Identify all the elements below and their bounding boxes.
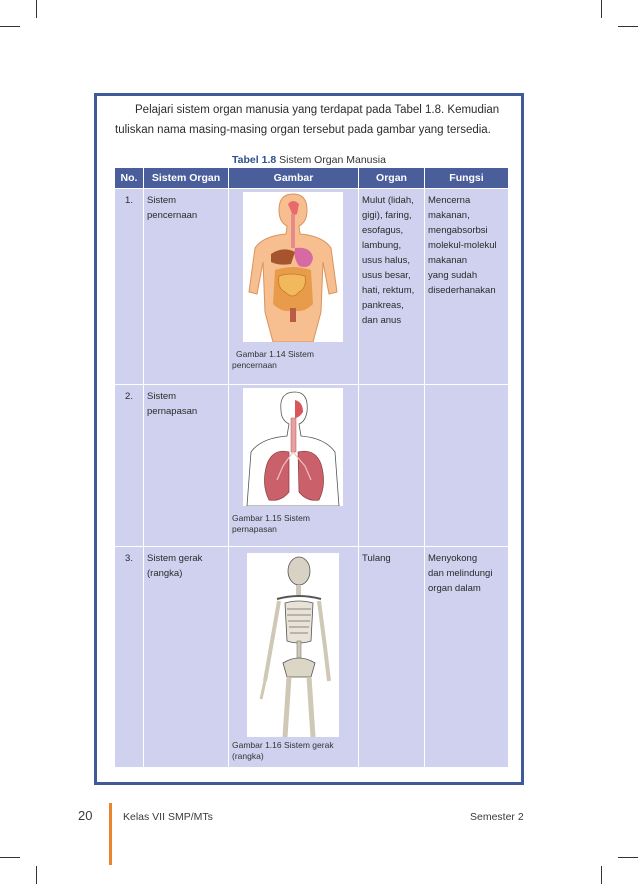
figure-caption-line: pernapasan [232,524,277,534]
system-line: Sistem [147,195,177,206]
table-caption [97,154,521,166]
function-line: dan melindungi [428,568,493,579]
instruction-text [115,100,510,140]
row-organ [359,385,425,547]
instruction-line-1: Pelajari sistem organ manusia yang terdapat pada Tabel 1.8. Kemudian [135,104,500,116]
figure-caption-line: Gambar 1.15 Sistem [232,513,310,523]
organ-line: dan anus [362,315,402,326]
crop-mark [36,866,37,884]
function-line: mengabsorbsi [428,225,488,236]
organ-line: Mulut (lidah, [362,195,414,206]
header-organ: Organ [359,168,425,189]
crop-mark [601,866,602,884]
header-no: No. [115,168,144,189]
figure-caption-line: Gambar 1.14 Sistem [236,349,314,359]
organ-line: gigi), faring, [362,210,412,221]
crop-mark [36,0,37,18]
system-line: (rangka) [147,568,183,579]
respiratory-system-illustration [243,388,343,506]
row-system [144,189,229,385]
system-line: Sistem gerak [147,553,203,564]
header-system: Sistem Organ [144,168,229,189]
row-image [229,189,359,385]
footer-semester: Semester 2 [470,811,524,823]
footer-divider [109,803,112,865]
row-function [425,189,509,385]
footer-book-title: Kelas VII SMP/MTs [123,811,213,823]
function-line: makanan [428,255,468,266]
instruction-line-2: tuliskan nama masing-masing organ tersebut pada gambar yang tersedia. [115,124,491,136]
table-caption-label: Tabel 1.8 [232,154,277,166]
table-caption-title: Sistem Organ Manusia [279,154,386,166]
organ-line: usus halus, [362,255,411,266]
figure-caption-line: (rangka) [232,751,264,761]
figure-caption-line: pencernaan [232,360,277,370]
skeletal-system-illustration [247,553,339,737]
header-image: Gambar [229,168,359,189]
function-line: makanan, [428,210,470,221]
organ-line: Tulang [362,553,391,564]
header-function: Fungsi [425,168,509,189]
crop-mark [618,26,638,27]
crop-mark [601,0,602,18]
activity-box [94,93,524,785]
table-header-row [115,168,509,189]
organ-line: esofagus, [362,225,404,236]
function-line: disederhanakan [428,285,496,296]
row-image [229,385,359,547]
function-line: yang sudah [428,270,478,281]
organ-table [114,167,509,768]
row-function [425,547,509,768]
organ-line: lambung, [362,240,402,251]
page-number: 20 [78,808,93,823]
system-line: Sistem [147,391,177,402]
row-system [144,385,229,547]
row-function [425,385,509,547]
crop-mark [0,26,20,27]
figure-caption [232,349,314,371]
figure-caption [232,513,310,535]
function-line: organ dalam [428,583,481,594]
organ-line: usus besar, [362,270,411,281]
function-line: molekul-molekul [428,240,497,251]
organ-line: hati, rektum, [362,285,415,296]
system-line: pencernaan [147,210,198,221]
crop-mark [0,857,20,858]
table-row [115,385,509,547]
row-system [144,547,229,768]
system-line: pernapasan [147,406,198,417]
figure-caption-line: Gambar 1.16 Sistem gerak [232,740,334,750]
organ-line: pankreas, [362,300,404,311]
row-no: 2. [115,385,144,547]
row-no: 1. [115,189,144,385]
row-no: 3. [115,547,144,768]
figure-caption [232,740,334,762]
table-row [115,547,509,768]
digestive-system-illustration [243,192,343,342]
table-row [115,189,509,385]
row-organ [359,547,425,768]
row-organ [359,189,425,385]
function-line: Menyokong [428,553,478,564]
row-image [229,547,359,768]
function-line: Mencerna [428,195,471,206]
crop-mark [618,857,638,858]
